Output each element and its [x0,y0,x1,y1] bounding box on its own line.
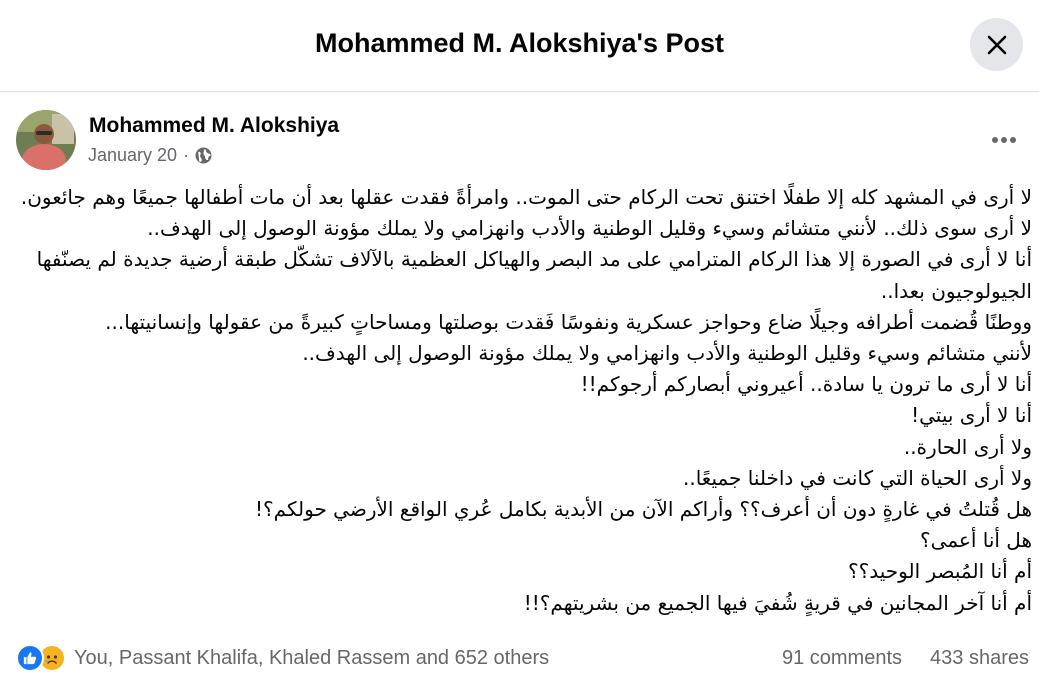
author-name[interactable]: Mohammed M. Alokshiya [89,114,340,137]
post-line: هل أنا أعمى؟ [920,528,1032,553]
meta-separator: · [183,145,190,165]
post-line: أنا لا أرى ما ترون يا سادة.. أعيروني أبصاركم أرجوكم!! [580,372,1032,397]
avatar[interactable] [16,110,76,170]
post-line: أنا لا أرى في الصورة إلا هذا الركام المترامي على مد البصر والهياكل العظمية بالآلاف تشكّل طبقة أرضية جديدة لم يصنّفها الجيولوجيون بعدا.. [36,247,1032,303]
post-line: ووطنًا قُضمت أطرافه وجيلًا ضاع وحواجز عسكرية ونفوسًا فَقدت بوصلتها ومساحاتٍ كبيرةً من عقولها وإنسانيتها... [105,309,1032,334]
post-meta [88,145,212,166]
like-reaction-icon [16,644,44,672]
globe-icon [195,147,212,164]
shares-count[interactable]: 433 shares [930,647,1029,669]
reactions-summary[interactable] [16,644,549,672]
post-line: أم أنا المُبصر الوحيد؟؟ [848,559,1032,584]
post-date[interactable]: January 20 [88,145,178,165]
dialog-title: Mohammed M. Alokshiya's Post [314,28,724,58]
close-icon [985,33,1009,57]
more-options-button[interactable] [982,122,1026,158]
post-line: أنا لا أرى بيتي! [911,403,1032,428]
post-stats [782,647,1029,670]
post-line: أم أنا آخر المجانين في قريةٍ شُفيَ فيها الجميع من بشريتهم؟!! [523,590,1032,615]
more-icon [991,136,1017,144]
post-line: ولا أرى الحارة.. [903,434,1032,459]
close-button[interactable] [970,18,1023,71]
post-header [0,100,1039,180]
post-line: هل قُتلتُ في غارةٍ دون أن أعرف؟؟ وأراكم الآن من الأبدية بكامل عُري الواقع الأرضي حولكم؟! [255,497,1032,522]
post-footer [0,638,1039,676]
post-line: لا أرى سوى ذلك.. لأنني متشائم وسيء وقليل الوطنية والأدب وانهزامي ولا يملك مؤونة الوصول إلى الهدف.. [147,216,1032,241]
comments-count[interactable]: 91 comments [781,647,903,669]
reactions-text: You, Passant Khalifa, Khaled Rassem and 652 others [74,646,550,669]
post-line: لا أرى في المشهد كله إلا طفلًا اختنق تحت الركام حتى الموت.. وامرأةً فقدت عقلها بعد أن مات أطفالها جميعًا وهم جائعون. [20,185,1032,209]
post-text [10,182,1032,619]
post-line: ولا أرى الحياة التي كانت في داخلنا جميعًا.. [682,465,1032,490]
dialog-header [0,0,1039,92]
post-line: لأنني متشائم وسيء وقليل الوطنية والأدب وانهزامي ولا يملك مؤونة الوصول إلى الهدف.. [302,341,1032,366]
avatar-photo [16,110,76,170]
